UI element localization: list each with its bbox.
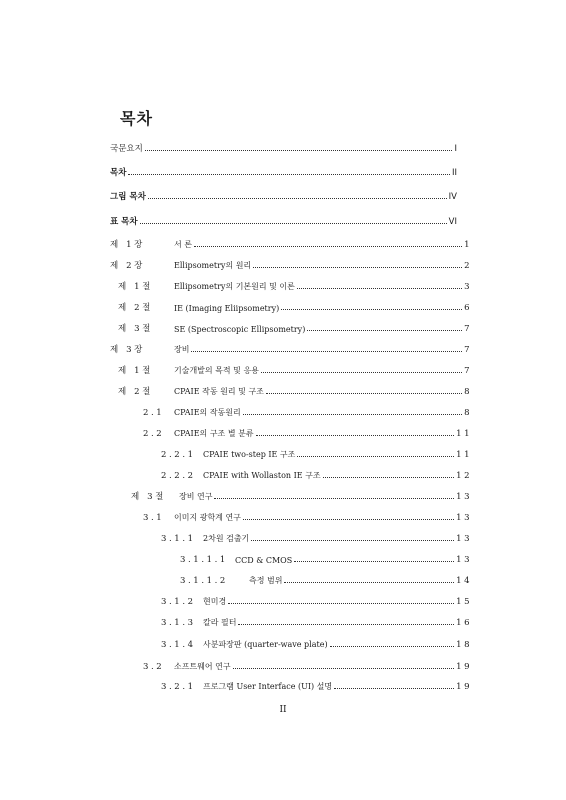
toc-entry[interactable]	[0, 658, 566, 672]
toc-entry[interactable]	[0, 572, 566, 586]
toc-label: 측정 범위	[249, 576, 283, 585]
toc-label: 2차원 검출기	[203, 534, 250, 543]
toc-label: 소프트웨어 연구	[174, 662, 231, 671]
toc-entry[interactable]	[0, 636, 566, 650]
toc-number: 3.1.1	[161, 534, 196, 544]
toc-page: 1	[464, 240, 472, 250]
toc-number: 2.2.1	[161, 450, 196, 460]
toc-entry[interactable]	[0, 467, 566, 481]
toc-label: Ellipsometry의 원리	[174, 261, 252, 270]
toc-label: 프로그램 User Interface (UI) 설명	[203, 682, 333, 691]
toc-label: 그림 목차	[110, 192, 146, 202]
toc-label: IE (Imaging Eliipsometry)	[174, 304, 280, 313]
toc-page: 11	[456, 429, 472, 439]
toc-label: 기술개발의 목적 및 응용	[174, 366, 259, 375]
dot-leader	[284, 582, 454, 583]
toc-entry[interactable]	[0, 257, 566, 271]
toc-page: 2	[464, 261, 472, 271]
toc-entry[interactable]	[0, 530, 566, 544]
toc-number: 제 2절	[118, 387, 153, 397]
dot-leader	[228, 603, 454, 604]
toc-number: 제 1절	[118, 282, 153, 292]
toc-label: CCD & CMOS	[235, 556, 293, 565]
toc-entry[interactable]	[0, 551, 566, 565]
toc-label: CPAIE의 작동원리	[174, 408, 241, 417]
toc-label: 표 목차	[110, 217, 138, 227]
toc-page: 14	[456, 576, 472, 586]
toc-page: 13	[456, 555, 472, 565]
dot-leader	[145, 150, 453, 151]
toc-number: 제 3장	[110, 345, 145, 355]
toc-page: 3	[464, 282, 472, 292]
toc-entry[interactable]	[0, 236, 566, 250]
toc-label: CPAIE with Wollaston IE 구조	[203, 471, 321, 480]
toc-page: 6	[464, 303, 472, 313]
toc-number: 제 1장	[110, 240, 145, 250]
toc-page: 8	[464, 387, 472, 397]
page-number-footer: II	[279, 705, 287, 715]
dot-leader	[266, 393, 462, 394]
dot-leader	[307, 330, 462, 331]
toc-label: CPAIE two-step IE 구조	[203, 450, 296, 459]
dot-leader	[191, 351, 462, 352]
toc-label: 칼라 필터	[203, 618, 237, 627]
toc-page: 19	[456, 682, 472, 692]
dot-leader	[140, 223, 447, 224]
toc-page: II	[451, 168, 457, 178]
toc-entry[interactable]	[0, 488, 566, 502]
dot-leader	[323, 477, 455, 478]
toc-entry[interactable]	[0, 509, 566, 523]
dot-leader	[243, 414, 462, 415]
toc-page: 7	[464, 324, 472, 334]
dot-leader	[251, 540, 454, 541]
toc-entry[interactable]	[0, 278, 566, 292]
toc-entry[interactable]	[0, 614, 566, 628]
toc-page: 16	[456, 618, 472, 628]
dot-leader	[148, 198, 447, 199]
toc-number: 3.1.4	[161, 640, 196, 650]
toc-number: 2.2.2	[161, 471, 196, 481]
toc-label: Ellipsometry의 기본원리 및 이론	[174, 282, 295, 291]
dot-leader	[214, 498, 454, 499]
dot-leader	[281, 309, 462, 310]
toc-number: 3.2	[143, 662, 165, 672]
dot-leader	[256, 435, 455, 436]
toc-entry-figures[interactable]	[0, 188, 566, 202]
dot-leader	[294, 561, 454, 562]
toc-label: 현미경	[203, 597, 227, 606]
toc-page: 13	[456, 513, 472, 523]
toc-entry-abstract[interactable]	[0, 140, 566, 154]
toc-page: 18	[456, 640, 472, 650]
dot-leader	[253, 267, 462, 268]
toc-entry[interactable]	[0, 425, 566, 439]
toc-number: 제 2장	[110, 261, 145, 271]
toc-number: 제 1절	[118, 366, 153, 376]
toc-number: 3.2.1	[161, 682, 196, 692]
toc-page: 12	[456, 471, 472, 481]
toc-entry-tables[interactable]	[0, 213, 566, 227]
toc-page: 7	[464, 345, 472, 355]
toc-page: 13	[456, 492, 472, 502]
toc-entry[interactable]	[0, 320, 566, 334]
dot-leader	[297, 456, 454, 457]
toc-number: 2.1	[143, 408, 165, 418]
toc-number: 제 3절	[131, 492, 166, 502]
toc-label: 사분파장판 (quarter-wave plate)	[203, 640, 328, 649]
toc-page: 7	[464, 366, 472, 376]
toc-label: CPAIE 작동 원리 및 구조	[174, 387, 264, 396]
toc-entry[interactable]	[0, 593, 566, 607]
toc-label: SE (Spectroscopic Ellipsometry)	[174, 325, 306, 334]
dot-leader	[243, 519, 454, 520]
toc-page: 8	[464, 408, 472, 418]
toc-label: 이미지 광학계 연구	[174, 513, 241, 522]
dot-leader	[334, 688, 454, 689]
toc-label: 장비	[174, 345, 190, 354]
toc-page: 13	[456, 534, 472, 544]
dot-leader	[261, 372, 462, 373]
toc-entry[interactable]	[0, 678, 566, 692]
toc-number: 제 3절	[118, 324, 153, 334]
dot-leader	[238, 624, 454, 625]
toc-entry[interactable]	[0, 446, 566, 460]
toc-page: VI	[448, 217, 457, 227]
dot-leader	[128, 174, 450, 175]
toc-number: 3.1.1.1	[180, 555, 228, 565]
dot-leader	[297, 288, 462, 289]
dot-leader	[330, 646, 455, 647]
toc-label: CPAIE의 구조 별 분류	[174, 429, 254, 438]
page-title: 목차	[120, 109, 153, 128]
toc-page: 11	[456, 450, 472, 460]
toc-number: 3.1.1.2	[180, 576, 228, 586]
toc-entry[interactable]	[0, 404, 566, 418]
dot-leader	[233, 668, 455, 669]
toc-entry[interactable]	[0, 383, 566, 397]
dot-leader	[194, 246, 462, 247]
toc-number: 3.1.3	[161, 618, 196, 628]
toc-page: 19	[456, 662, 472, 672]
toc-label: 국문요지	[110, 144, 143, 154]
toc-number: 3.1	[143, 513, 165, 523]
toc-number: 2.2	[143, 429, 165, 439]
toc-page: 15	[456, 597, 472, 607]
toc-label: 서 론	[174, 240, 192, 249]
toc-entry[interactable]	[0, 299, 566, 313]
toc-number: 3.1.2	[161, 597, 196, 607]
toc-entry[interactable]	[0, 341, 566, 355]
toc-page: I	[454, 144, 457, 154]
toc-entry[interactable]	[0, 362, 566, 376]
toc-label: 장비 연구	[179, 492, 213, 501]
toc-page: IV	[448, 192, 457, 202]
toc-label: 목차	[110, 168, 127, 178]
toc-entry-contents[interactable]	[0, 164, 566, 178]
toc-number: 제 2절	[118, 303, 153, 313]
